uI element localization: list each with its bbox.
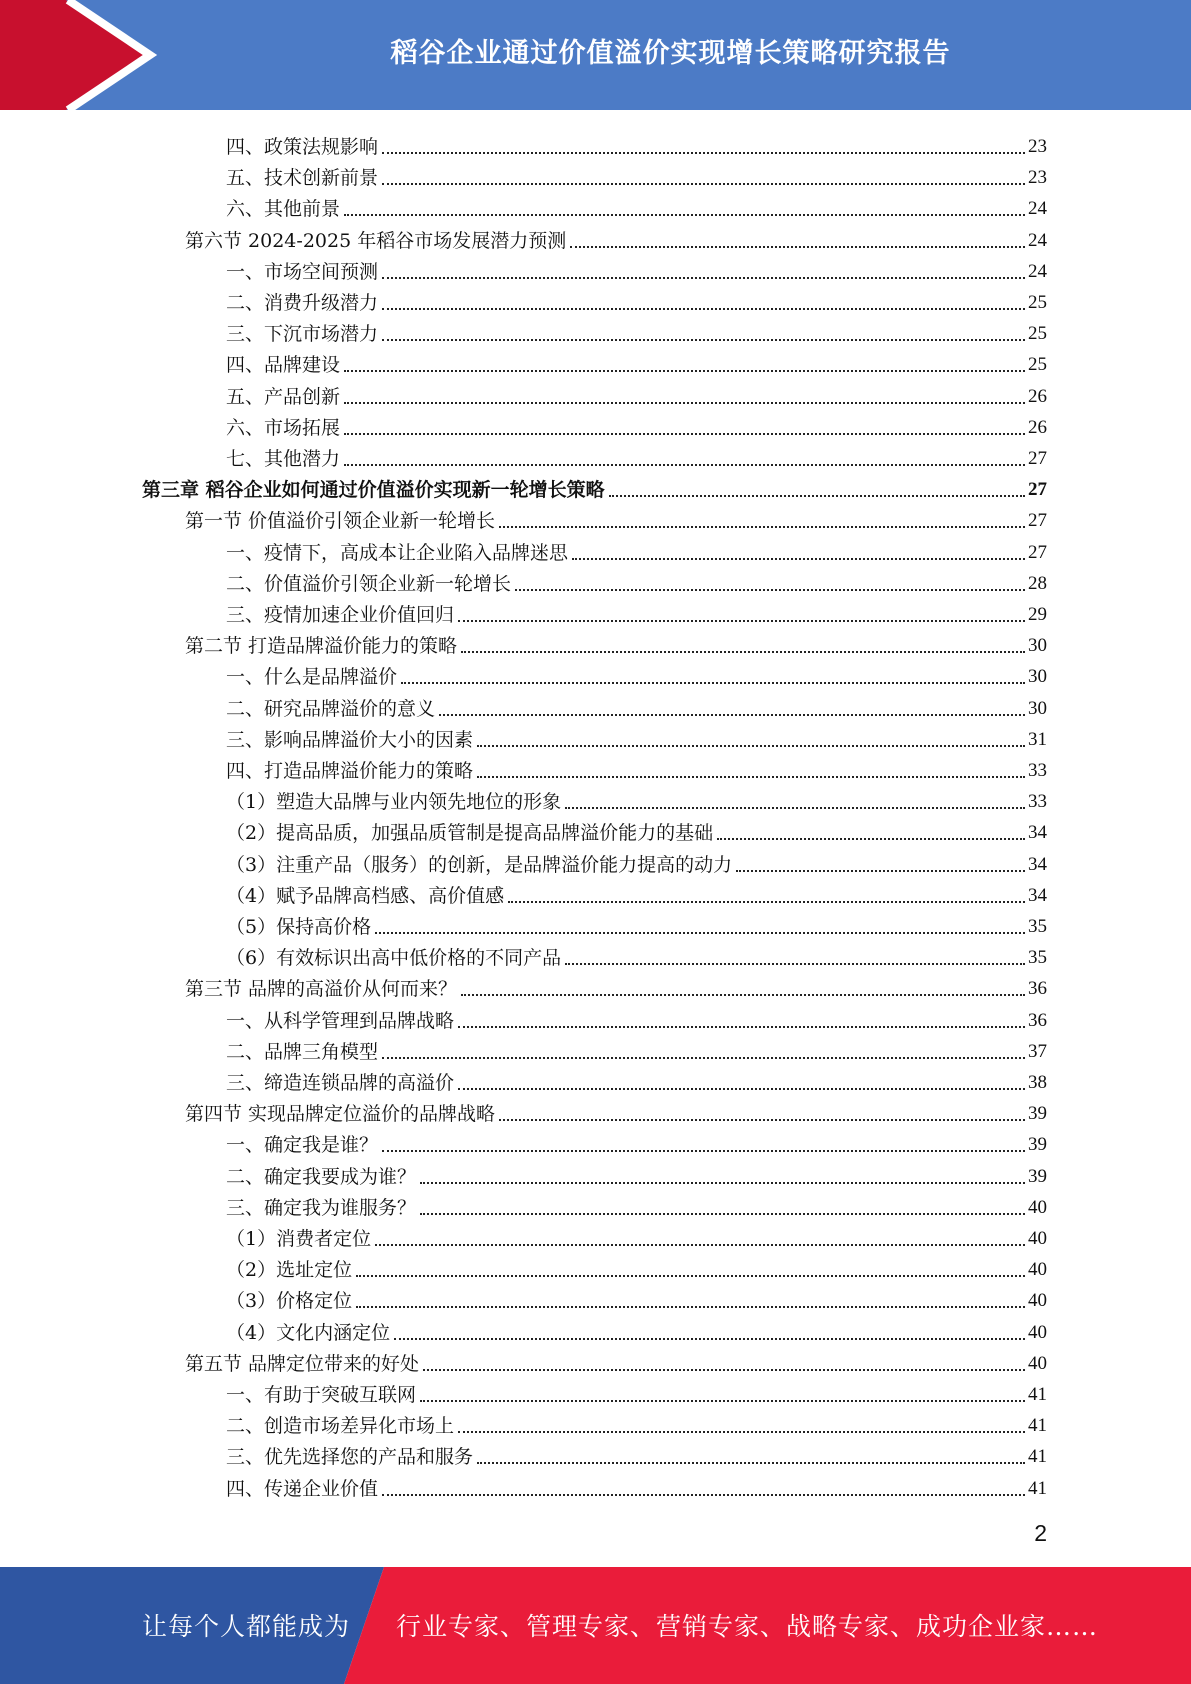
toc-dot-leader [382,1494,1025,1496]
toc-dot-leader [401,682,1025,684]
toc-entry-page: 41 [1028,1384,1047,1405]
toc-dot-leader [382,183,1025,185]
footer-slogan-right: 行业专家、管理专家、营销专家、战略专家、成功企业家…… [396,1612,1099,1641]
toc-entry[interactable] [226,159,1047,190]
toc-entry[interactable] [226,1002,1047,1033]
toc-entry-title: 第一节 价值溢价引领企业新一轮增长 [185,510,496,533]
toc-entry[interactable] [226,1282,1047,1313]
toc-entry-title: 二、确定我要成为谁？ [226,1165,417,1188]
toc-entry[interactable] [226,690,1047,721]
toc-entry-page: 36 [1028,978,1047,1000]
toc-entry-title: 四、政策法规影响 [226,136,379,158]
toc-entry-title: 二、品牌三角模型 [226,1040,379,1063]
toc-entry-page: 41 [1028,1415,1047,1437]
toc-entry-page: 39 [1028,1165,1047,1187]
toc-dot-leader [458,1026,1025,1028]
toc-entry-title: 三、影响品牌溢价大小的因素 [226,728,474,751]
report-title: 稻谷企业通过价值溢价实现增长策略研究报告 [390,37,951,69]
toc-entry-page: 27 [1028,479,1047,501]
toc-entry-title: 五、技术创新前景 [226,167,379,190]
toc-entry-title: （1）消费者定位 [226,1228,372,1250]
toc-entry-title: （4）赋予品牌高档感、高价值感 [226,884,505,907]
toc-entry[interactable] [226,783,1047,814]
toc-entry-page: 26 [1028,385,1047,407]
toc-entry[interactable] [226,378,1047,409]
toc-dot-leader [375,932,1025,934]
toc-entry-page: 41 [1028,1446,1047,1468]
toc-entry-title: 四、传递企业价值 [226,1477,379,1500]
toc-dot-leader [382,339,1025,341]
toc-entry-page: 30 [1028,635,1047,657]
toc-entry[interactable] [226,1220,1047,1251]
toc-entry-page: 30 [1028,666,1047,688]
toc-entry[interactable] [226,752,1047,783]
toc-entry-page: 40 [1028,1290,1047,1312]
toc-entry[interactable] [226,190,1047,221]
toc-dot-leader [508,901,1025,903]
toc-entry[interactable] [226,814,1047,845]
toc-entry-title: （5）保持高价格 [226,916,372,938]
toc-entry-page: 25 [1028,323,1047,345]
toc-dot-leader [420,1213,1025,1215]
toc-entry[interactable] [226,440,1047,471]
toc-dot-leader [477,745,1025,747]
toc-dot-leader [382,152,1025,154]
toc-entry-page: 39 [1028,1134,1047,1156]
toc-dot-leader [439,714,1025,716]
toc-entry-page: 34 [1028,853,1047,875]
toc-dot-leader [717,838,1025,840]
toc-entry[interactable] [226,1314,1047,1345]
toc-entry-title: 第四节 实现品牌定位溢价的品牌战略 [185,1103,496,1126]
toc-entry-title: 一、市场空间预测 [226,260,379,283]
toc-dot-leader [565,963,1025,965]
toc-entry-page: 38 [1028,1072,1047,1093]
toc-dot-leader [565,807,1025,809]
toc-entry-title: 第六节 2024-2025 年稻谷市场发展潜力预测 [185,229,567,252]
toc-entry[interactable] [226,1407,1047,1438]
toc-entry[interactable] [185,502,1047,533]
toc-dot-leader [572,558,1025,560]
toc-entry-title: （1）塑造大品牌与业内领先地位的形象 [226,791,562,814]
toc-entry[interactable] [226,721,1047,752]
toc-entry-title: 三、确定我为谁服务？ [226,1196,417,1219]
toc-dot-leader [382,308,1025,310]
toc-dot-leader [420,1400,1025,1402]
toc-entry[interactable] [226,596,1047,627]
toc-entry-title: 一、确定我是谁？ [226,1134,379,1157]
toc-entry[interactable] [226,1126,1047,1157]
toc-entry-title: 二、创造市场差异化市场上 [226,1415,455,1438]
toc-dot-leader [461,651,1025,653]
footer-slogan-left: 让每个人都能成为 [142,1612,351,1641]
toc-entry[interactable] [185,627,1047,658]
toc-dot-leader [375,1244,1025,1246]
toc-entry-page: 40 [1028,1259,1047,1281]
toc-dot-leader [344,433,1025,435]
toc-entry-title: 六、其他前景 [226,198,341,221]
toc-entry-title: 七、其他潜力 [226,448,341,470]
toc-entry-page: 33 [1028,760,1047,781]
toc-entry[interactable] [226,346,1047,377]
page-header [0,0,1191,110]
toc-entry-page: 40 [1028,1196,1047,1218]
toc-entry-page: 34 [1028,822,1047,844]
toc-dot-leader [394,1338,1025,1340]
toc-entry-page: 37 [1028,1040,1047,1062]
toc-entry-title: 三、优先选择您的产品和服务 [226,1446,474,1469]
toc-entry[interactable] [226,1033,1047,1064]
toc-entry[interactable] [185,1345,1047,1376]
toc-entry-page: 41 [1028,1477,1047,1499]
toc-dot-leader [458,1088,1025,1090]
toc-dot-leader [477,776,1025,778]
toc-entry-page: 25 [1028,354,1047,376]
toc-entry-title: 四、品牌建设 [226,354,341,377]
toc-entry[interactable] [142,471,1047,502]
toc-entry-title: 一、有助于突破互联网 [226,1384,417,1406]
toc-entry-page: 33 [1028,791,1047,813]
toc-entry-title: 第三章 稻谷企业如何通过价值溢价实现新一轮增长策略 [142,479,605,502]
toc-entry[interactable] [226,1470,1047,1501]
toc-entry-page: 27 [1028,510,1047,532]
toc-entry-title: 二、研究品牌溢价的意义 [226,697,436,720]
toc-dot-leader [461,994,1025,996]
toc-entry-title: （2）选址定位 [226,1259,353,1282]
toc-entry[interactable] [226,1064,1047,1095]
page-number: 2 [1034,1520,1047,1546]
toc-entry[interactable] [226,284,1047,315]
toc-entry[interactable] [185,970,1047,1001]
toc-entry-page: 29 [1028,604,1047,625]
toc-entry-page: 40 [1028,1352,1047,1374]
page-footer [0,1567,1191,1684]
toc-entry-title: 五、产品创新 [226,385,341,408]
toc-dot-leader [499,1119,1025,1121]
toc-entry-title: 第三节 品牌的高溢价从何而来？ [185,978,458,1001]
toc-entry-title: 四、打造品牌溢价能力的策略 [226,760,474,782]
toc-dot-leader [458,620,1025,622]
toc-entry[interactable] [226,877,1047,908]
toc-entry-page: 35 [1028,916,1047,937]
toc-entry-title: 一、从科学管理到品牌战略 [226,1009,455,1032]
toc-entry[interactable] [226,1376,1047,1407]
toc-dot-leader [382,277,1025,279]
toc-entry-title: 三、下沉市场潜力 [226,323,379,346]
toc-dot-leader [458,1431,1025,1433]
toc-entry-page: 23 [1028,167,1047,189]
toc-entry-page: 35 [1028,947,1047,969]
toc-entry-title: 三、疫情加速企业价值回归 [226,604,455,626]
toc-entry-title: 一、疫情下，高成本让企业陷入品牌迷思 [226,541,569,564]
toc-entry-title: （4）文化内涵定位 [226,1321,391,1344]
toc-entry-title: （3）价格定位 [226,1290,353,1313]
toc-dot-leader [499,526,1025,528]
toc-dot-leader [344,214,1025,216]
toc-entry-title: （2）提高品质，加强品质管制是提高品牌溢价能力的基础 [226,822,714,845]
toc-entry[interactable] [226,1251,1047,1282]
toc-dot-leader [609,495,1025,497]
toc-entry-title: 一、什么是品牌溢价 [226,666,398,689]
toc-dot-leader [356,1306,1025,1308]
toc-dot-leader [477,1462,1025,1464]
toc-entry-title: 六、市场拓展 [226,416,341,439]
toc-entry[interactable] [226,1158,1047,1189]
toc-entry[interactable] [226,846,1047,877]
toc-entry-title: 第五节 品牌定位带来的好处 [185,1352,420,1375]
toc-entry[interactable] [185,1095,1047,1126]
toc-entry[interactable] [226,409,1047,440]
toc-entry-page: 27 [1028,541,1047,563]
toc-dot-leader [570,246,1025,248]
toc-dot-leader [420,1182,1025,1184]
toc-entry-title: 三、缔造连锁品牌的高溢价 [226,1072,455,1094]
toc-dot-leader [382,1150,1025,1152]
toc-entry-title: 二、消费升级潜力 [226,292,379,314]
toc-entry-page: 24 [1028,229,1047,251]
toc-dot-leader [356,1275,1025,1277]
toc-dot-leader [344,464,1025,466]
toc-entry[interactable] [226,315,1047,346]
toc-entry[interactable] [226,534,1047,565]
toc-entry-page: 39 [1028,1103,1047,1125]
toc-entry[interactable] [226,565,1047,596]
toc-entry[interactable] [226,658,1047,689]
toc-entry-page: 28 [1028,572,1047,594]
toc-entry-title: （3）注重产品（服务）的创新，是品牌溢价能力提高的动力 [226,853,733,876]
toc-entry-page: 30 [1028,697,1047,719]
toc-entry-page: 27 [1028,448,1047,469]
toc-entry-page: 23 [1028,136,1047,157]
toc-entry-page: 24 [1028,260,1047,282]
toc-entry[interactable] [226,939,1047,970]
toc-entry-page: 26 [1028,416,1047,438]
toc-dot-leader [344,370,1025,372]
toc-entry-page: 25 [1028,292,1047,313]
toc-entry[interactable] [185,222,1047,253]
toc-dot-leader [344,402,1025,404]
toc-dot-leader [423,1369,1025,1371]
toc-entry-page: 40 [1028,1321,1047,1343]
toc-dot-leader [515,589,1025,591]
toc-entry[interactable] [226,128,1047,159]
toc-entry-page: 31 [1028,728,1047,750]
toc-dot-leader [382,1057,1025,1059]
toc-entry-page: 34 [1028,884,1047,906]
toc-entry-title: 第二节 打造品牌溢价能力的策略 [185,635,458,658]
toc-entry[interactable] [226,908,1047,939]
toc-entry[interactable] [226,1438,1047,1469]
toc-entry-page: 24 [1028,198,1047,220]
toc-entry-title: 二、价值溢价引领企业新一轮增长 [226,572,512,595]
toc-entry-page: 36 [1028,1009,1047,1031]
toc-entry[interactable] [226,253,1047,284]
toc-dot-leader [736,870,1025,872]
toc-entry-page: 40 [1028,1228,1047,1249]
toc-entry[interactable] [226,1189,1047,1220]
toc-entry-title: （6）有效标识出高中低价格的不同产品 [226,947,562,970]
